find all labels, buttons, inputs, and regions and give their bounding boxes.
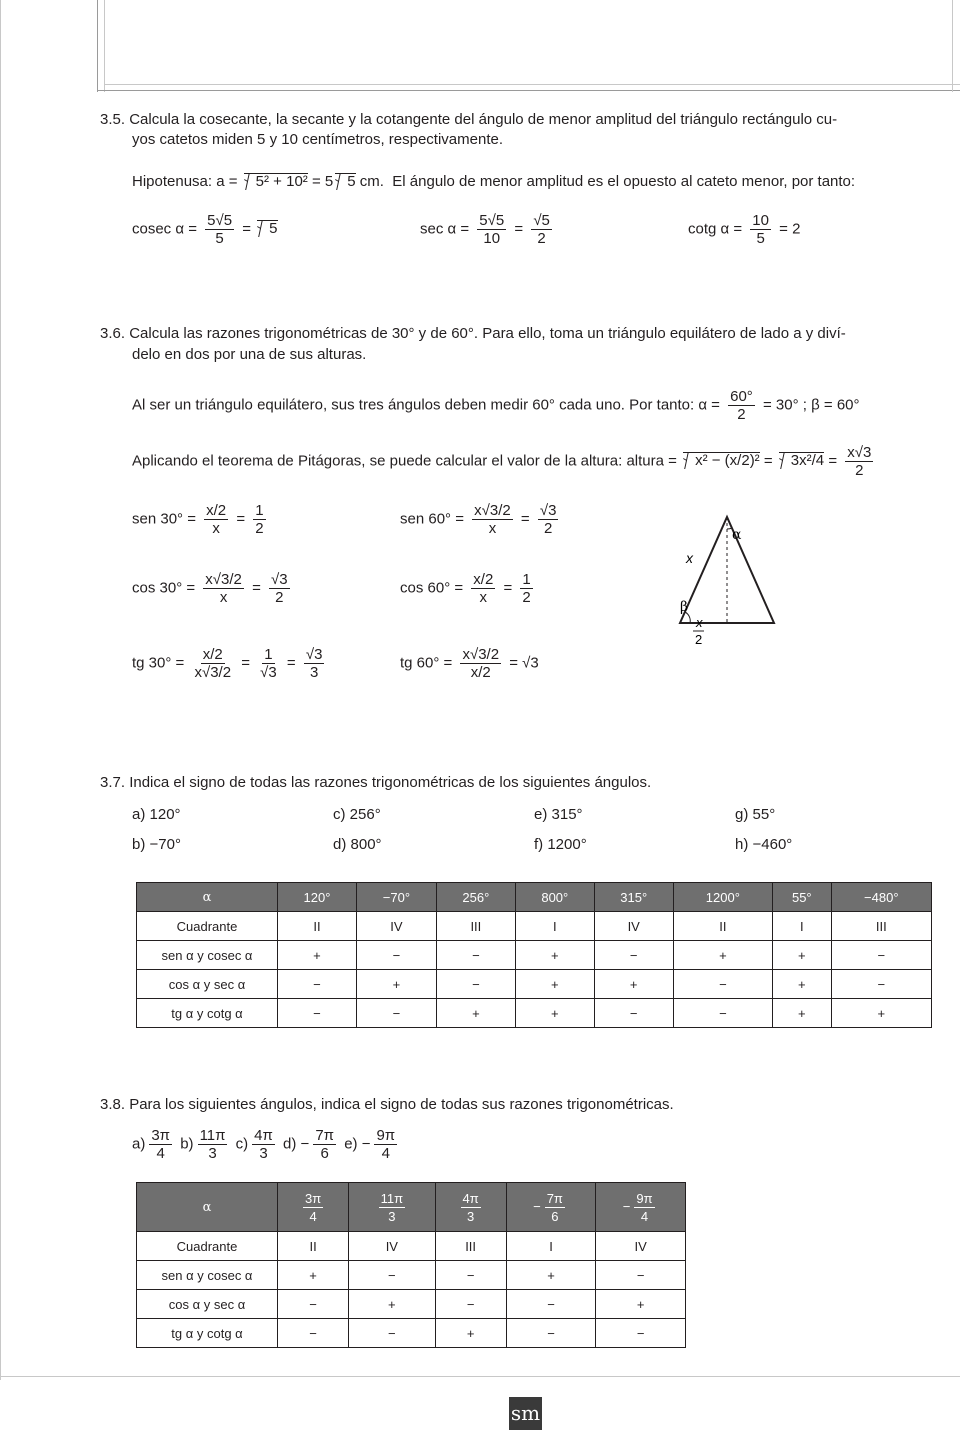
ex37-sign-table	[136, 882, 932, 1028]
table-cell: +	[435, 1319, 506, 1348]
ex37-item: f) 1200°	[534, 836, 587, 853]
cos30-eq: =	[252, 579, 261, 597]
sen30-frac2	[253, 502, 265, 537]
table-cell: −	[594, 999, 673, 1028]
ex35-cosec	[132, 212, 278, 247]
table-header-row	[137, 1183, 686, 1232]
ex35-sec	[420, 212, 556, 247]
table-cell: +	[773, 941, 831, 970]
cosec-num: 5√5	[207, 212, 233, 229]
ex35-statement-line1: Calcula la cosecante, la secante y la cotangente del ángulo de menor amplitud del triángulo rectángulo cu-	[129, 111, 838, 128]
table-cell: −	[349, 1261, 435, 1290]
ex38-number: 3.8.	[100, 1096, 126, 1113]
sec-eq: =	[514, 220, 524, 238]
cosec-result: 5	[257, 220, 277, 237]
tg60-formula	[400, 646, 539, 681]
alpha-rest: = 30° ; β = 60°	[762, 396, 860, 414]
header-num: 7π	[546, 1190, 563, 1206]
header-num: 4π	[462, 1190, 479, 1206]
cos30-frac2	[269, 571, 290, 606]
table-cell: III	[435, 1232, 506, 1261]
header-sign: −	[533, 1198, 541, 1214]
frame-line	[104, 84, 960, 85]
sen60-n2: √3	[539, 502, 557, 519]
hyp-radical2: 5	[335, 173, 355, 190]
cos30-d1: x	[219, 589, 228, 606]
tg30-eq: =	[241, 654, 250, 672]
cos30-formula	[132, 571, 294, 606]
ex38-item-num: 9π	[376, 1127, 396, 1144]
beta-label: β	[680, 599, 689, 615]
table-row	[137, 941, 932, 970]
angles-text: Al ser un triángulo equilátero, sus tres ángulos deben medir 60° cada uno. Por tanto: α =	[132, 396, 720, 414]
cos60-n1: x/2	[473, 571, 494, 588]
alpha-num: 60°	[730, 388, 753, 405]
table-cell: −	[506, 1290, 596, 1319]
ex37-statement-text: Indica el signo de todas las razones trigonométricas de los siguientes ángulos.	[129, 774, 652, 791]
equilateral-triangle-diagram	[660, 505, 830, 655]
ex37-item: c) 256°	[333, 806, 381, 823]
table-cell: −	[356, 999, 436, 1028]
cos60-d1: x	[479, 589, 488, 606]
table-cell: +	[773, 999, 831, 1028]
table-cell: −	[278, 1290, 349, 1319]
table-cell: −	[831, 941, 931, 970]
sec-fraction	[477, 212, 506, 247]
table-cell: +	[831, 999, 931, 1028]
table-cell: −	[673, 970, 772, 999]
ex38-statement-text: Para los siguientes ángulos, indica el signo de todas sus razones trigonométricas.	[129, 1096, 674, 1113]
header-num: 11π	[380, 1190, 404, 1206]
table-cell: Cuadrante	[137, 912, 278, 941]
table-header-cell: α	[137, 883, 278, 912]
table-cell: −	[436, 970, 515, 999]
tg30-frac1	[192, 646, 233, 681]
tg60-result: √3	[522, 654, 539, 672]
table-cell: IV	[594, 912, 673, 941]
cosec-fraction	[205, 212, 234, 247]
ex38-item-fraction	[252, 1127, 275, 1162]
cosec-eq: =	[242, 220, 251, 238]
table-header-cell: 120°	[278, 883, 357, 912]
tg60-frac1	[460, 646, 501, 681]
ex36-statement-line1: Calcula las razones trigonométricas de 30° y de 60°. Para ello, toma un triángulo equilátero de lado a y diví-	[129, 325, 846, 342]
ex35-hypotenuse	[132, 172, 855, 191]
ex37-item: g) 55°	[735, 806, 776, 823]
table-cell: cos α y sec α	[137, 970, 278, 999]
tg30-d1: x√3/2	[194, 664, 232, 681]
sec-res-num: √5	[533, 212, 550, 229]
ex38-item-fraction	[374, 1127, 397, 1162]
sen60-n1: x√3/2	[474, 502, 511, 519]
cos60-label: cos 60° =	[400, 579, 464, 597]
tg30-d2: √3	[260, 664, 277, 681]
hyp-mid: = 5	[311, 173, 334, 190]
table-header-cell	[596, 1183, 686, 1232]
table-cell: cos α y sec α	[137, 1290, 278, 1319]
table-cell: −	[356, 941, 436, 970]
cos60-formula	[400, 571, 537, 606]
table-row	[137, 1319, 686, 1348]
table-cell: −	[831, 970, 931, 999]
sen30-formula	[132, 502, 270, 537]
cos60-eq: =	[503, 579, 513, 597]
table-cell: +	[594, 970, 673, 999]
table-cell: −	[349, 1319, 435, 1348]
tg30-frac3	[304, 646, 325, 681]
sen30-label: sen 30° =	[132, 510, 196, 528]
cos60-n2: 1	[522, 571, 531, 588]
hyp-radical: 5² + 10²	[244, 173, 308, 190]
header-sign: −	[622, 1198, 631, 1214]
sen30-eq: =	[236, 510, 246, 528]
ex38-items	[132, 1127, 401, 1162]
table-cell: +	[506, 1261, 596, 1290]
publisher-logo: sm	[509, 1397, 542, 1430]
header-den: 4	[309, 1208, 317, 1224]
pyth-eq2: =	[828, 452, 838, 470]
cotg-result: = 2	[779, 220, 801, 238]
ex38-item-label: c)	[235, 1135, 249, 1153]
table-cell: tg α y cotg α	[137, 999, 278, 1028]
table-header-cell	[506, 1183, 596, 1232]
table-header-cell: −70°	[356, 883, 436, 912]
table-cell: +	[436, 999, 515, 1028]
cos60-frac1	[471, 571, 495, 606]
ex37-item: b) −70°	[132, 836, 181, 853]
tg30-n3: √3	[305, 646, 323, 663]
cotg-num: 10	[752, 212, 769, 229]
header-fraction	[634, 1190, 654, 1225]
ex37-statement	[100, 773, 651, 792]
table-cell: III	[436, 912, 515, 941]
pyth-res-den: 2	[855, 462, 864, 479]
sen60-label: sen 60° =	[400, 510, 464, 528]
ex38-item-num: 4π	[254, 1127, 273, 1144]
table-cell: I	[506, 1232, 596, 1261]
ex38-item-den: 6	[320, 1145, 329, 1162]
header-fraction	[545, 1190, 565, 1225]
header-fraction	[379, 1190, 405, 1225]
table-cell: II	[278, 1232, 349, 1261]
pyth-text: Aplicando el teorema de Pitágoras, se puede calcular el valor de la altura: altura =	[132, 452, 677, 470]
sen60-d1: x	[488, 520, 497, 537]
table-cell: sen α y cosec α	[137, 1261, 278, 1290]
cos30-frac1	[203, 571, 244, 606]
table-cell: I	[773, 912, 831, 941]
table-row	[137, 912, 932, 941]
pyth-result	[845, 444, 873, 479]
tg30-eq2: =	[286, 654, 296, 672]
table-cell: −	[596, 1261, 686, 1290]
table-row	[137, 970, 932, 999]
table-cell: tg α y cotg α	[137, 1319, 278, 1348]
ex37-item: a) 120°	[132, 806, 181, 823]
ex38-item-num: 7π	[315, 1127, 335, 1144]
table-header-cell	[435, 1183, 506, 1232]
alpha-den: 2	[737, 406, 746, 423]
frame-line	[104, 0, 105, 92]
tg60-d1: x/2	[470, 664, 491, 681]
table-header-cell	[349, 1183, 435, 1232]
table-cell: +	[515, 970, 594, 999]
cosec-den: 5	[215, 230, 224, 247]
table-cell: −	[278, 999, 357, 1028]
alpha-fraction	[728, 388, 755, 423]
frame-line	[952, 0, 953, 92]
tg30-frac2	[258, 646, 279, 681]
sen30-d2: 2	[255, 520, 264, 537]
sen60-d2: 2	[543, 520, 553, 537]
frame-line	[97, 90, 960, 91]
tg60-eq: =	[509, 654, 518, 672]
cos30-d2: 2	[275, 589, 284, 606]
pyth-eq1: =	[763, 452, 773, 470]
table-cell: +	[773, 970, 831, 999]
table-cell: IV	[596, 1232, 686, 1261]
table-cell: −	[436, 941, 515, 970]
sec-res-den: 2	[537, 230, 546, 247]
ex35-number: 3.5.	[100, 111, 126, 128]
table-cell: +	[349, 1290, 435, 1319]
base-num: x	[696, 615, 703, 630]
table-header-cell: 800°	[515, 883, 594, 912]
table-cell: +	[515, 941, 594, 970]
table-header-cell: 55°	[773, 883, 831, 912]
table-cell: IV	[356, 912, 436, 941]
ex38-sign-table	[136, 1182, 686, 1348]
header-num: 3π	[304, 1190, 322, 1206]
tg30-label: tg 30° =	[132, 654, 185, 672]
frame-line	[0, 0, 1, 1380]
ex38-item-den: 4	[156, 1145, 165, 1162]
table-cell: −	[594, 941, 673, 970]
cotg-label: cotg α =	[688, 220, 743, 238]
table-row	[137, 1261, 686, 1290]
sec-num: 5√5	[479, 212, 505, 229]
cotg-fraction	[750, 212, 771, 247]
frame-line	[97, 0, 98, 92]
cos60-d2: 2	[522, 589, 531, 606]
ex38-item-sign: −	[300, 1135, 310, 1153]
ex37-item: h) −460°	[735, 836, 793, 853]
table-cell: −	[278, 970, 357, 999]
ex37-item: e) 315°	[534, 806, 583, 823]
tg60-n1: x√3/2	[462, 646, 500, 663]
side-label: x	[686, 550, 693, 566]
ex37-number: 3.7.	[100, 774, 126, 791]
table-cell: IV	[349, 1232, 435, 1261]
table-cell: III	[831, 912, 931, 941]
ex36-pythagoras	[132, 444, 877, 479]
sen30-n1: x/2	[206, 502, 227, 519]
header-fraction	[461, 1190, 481, 1225]
ex36-statement-line2: delo en dos por una de sus alturas.	[132, 346, 367, 363]
tg30-d3: 3	[309, 664, 319, 681]
table-cell: +	[278, 941, 357, 970]
table-cell: II	[278, 912, 357, 941]
ex38-item-label: a)	[132, 1135, 146, 1153]
ex38-item-fraction	[313, 1127, 336, 1162]
ex36-statement	[100, 324, 846, 343]
table-cell: I	[515, 912, 594, 941]
cosec-label: cosec α =	[132, 220, 197, 238]
pyth-radical: x² − (x/2)²	[683, 452, 760, 469]
header-den: 3	[467, 1208, 475, 1224]
table-header-cell: −480°	[831, 883, 931, 912]
table-row	[137, 999, 932, 1028]
cos30-n2: √3	[271, 571, 288, 588]
alpha-label: α	[732, 527, 742, 543]
table-row	[137, 1290, 686, 1319]
sen60-eq: =	[520, 510, 530, 528]
pyth-res-num: x√3	[847, 444, 872, 461]
table-header-cell	[278, 1183, 349, 1232]
table-header-cell: 1200°	[673, 883, 772, 912]
table-cell: sen α y cosec α	[137, 941, 278, 970]
sen60-frac1	[472, 502, 513, 537]
ex38-item-label: b)	[180, 1135, 194, 1153]
table-header-cell: 315°	[594, 883, 673, 912]
ex36-number: 3.6.	[100, 325, 126, 342]
sen30-d1: x	[212, 520, 220, 537]
ex35-cotg	[688, 212, 800, 247]
header-den: 4	[640, 1208, 649, 1224]
base-den: 2	[695, 632, 703, 647]
table-cell: −	[596, 1319, 686, 1348]
pyth-radical2: 3x²/4	[779, 452, 824, 469]
ex38-item-den: 3	[259, 1145, 268, 1162]
header-num: 9π	[636, 1190, 653, 1206]
hyp-prefix: Hipotenusa: a =	[132, 173, 238, 190]
ex36-angles	[132, 388, 860, 423]
table-cell: +	[356, 970, 436, 999]
ex38-statement	[100, 1095, 674, 1114]
ex38-item-fraction	[149, 1127, 172, 1162]
tg60-label: tg 60° =	[400, 654, 453, 672]
ex35-statement	[100, 110, 837, 129]
cos60-frac2	[520, 571, 532, 606]
tg30-n2: 1	[264, 646, 273, 663]
ex38-item-den: 4	[381, 1145, 390, 1162]
ex38-item-sign: −	[361, 1135, 371, 1153]
table-cell: −	[506, 1319, 596, 1348]
table-cell: II	[673, 912, 772, 941]
table-header-cell: 256°	[436, 883, 515, 912]
ex38-item-den: 3	[208, 1145, 217, 1162]
frame-line	[0, 1376, 960, 1377]
header-den: 6	[551, 1208, 559, 1224]
table-row	[137, 1232, 686, 1261]
hyp-unit: cm.	[359, 173, 384, 190]
ex38-item-label: d)	[283, 1135, 297, 1153]
tg30-formula	[132, 646, 328, 681]
sec-den: 10	[483, 230, 501, 247]
sec-label: sec α =	[420, 220, 470, 238]
table-cell: −	[673, 999, 772, 1028]
hyp-suffix: El ángulo de menor amplitud es el opuesto al cateto menor, por tanto:	[392, 173, 856, 190]
cos30-n1: x√3/2	[205, 571, 242, 588]
ex37-item: d) 800°	[333, 836, 382, 853]
ex35-statement-line2: yos catetos miden 5 y 10 centímetros, respectivamente.	[132, 131, 504, 148]
sen60-formula	[400, 502, 562, 537]
ex38-item-fraction	[198, 1127, 228, 1162]
ex38-item-num: 3π	[151, 1127, 171, 1144]
table-header-row	[137, 883, 932, 912]
sen30-frac1	[204, 502, 228, 537]
table-header-cell: α	[137, 1183, 278, 1232]
sen30-n2: 1	[255, 502, 264, 519]
header-den: 3	[388, 1208, 396, 1224]
table-cell: +	[596, 1290, 686, 1319]
header-fraction	[303, 1190, 323, 1225]
ex38-item-label: e)	[344, 1135, 358, 1153]
table-cell: −	[435, 1261, 506, 1290]
table-cell: −	[435, 1290, 506, 1319]
table-cell: +	[515, 999, 594, 1028]
cotg-den: 5	[756, 230, 765, 247]
table-cell: Cuadrante	[137, 1232, 278, 1261]
table-cell: +	[673, 941, 772, 970]
tg30-n1: x/2	[202, 646, 223, 663]
sen60-frac2	[538, 502, 559, 537]
table-cell: +	[278, 1261, 349, 1290]
ex38-item-num: 11π	[199, 1127, 226, 1144]
sec-result	[531, 212, 552, 247]
cos30-label: cos 30° =	[132, 579, 196, 597]
table-cell: −	[278, 1319, 349, 1348]
